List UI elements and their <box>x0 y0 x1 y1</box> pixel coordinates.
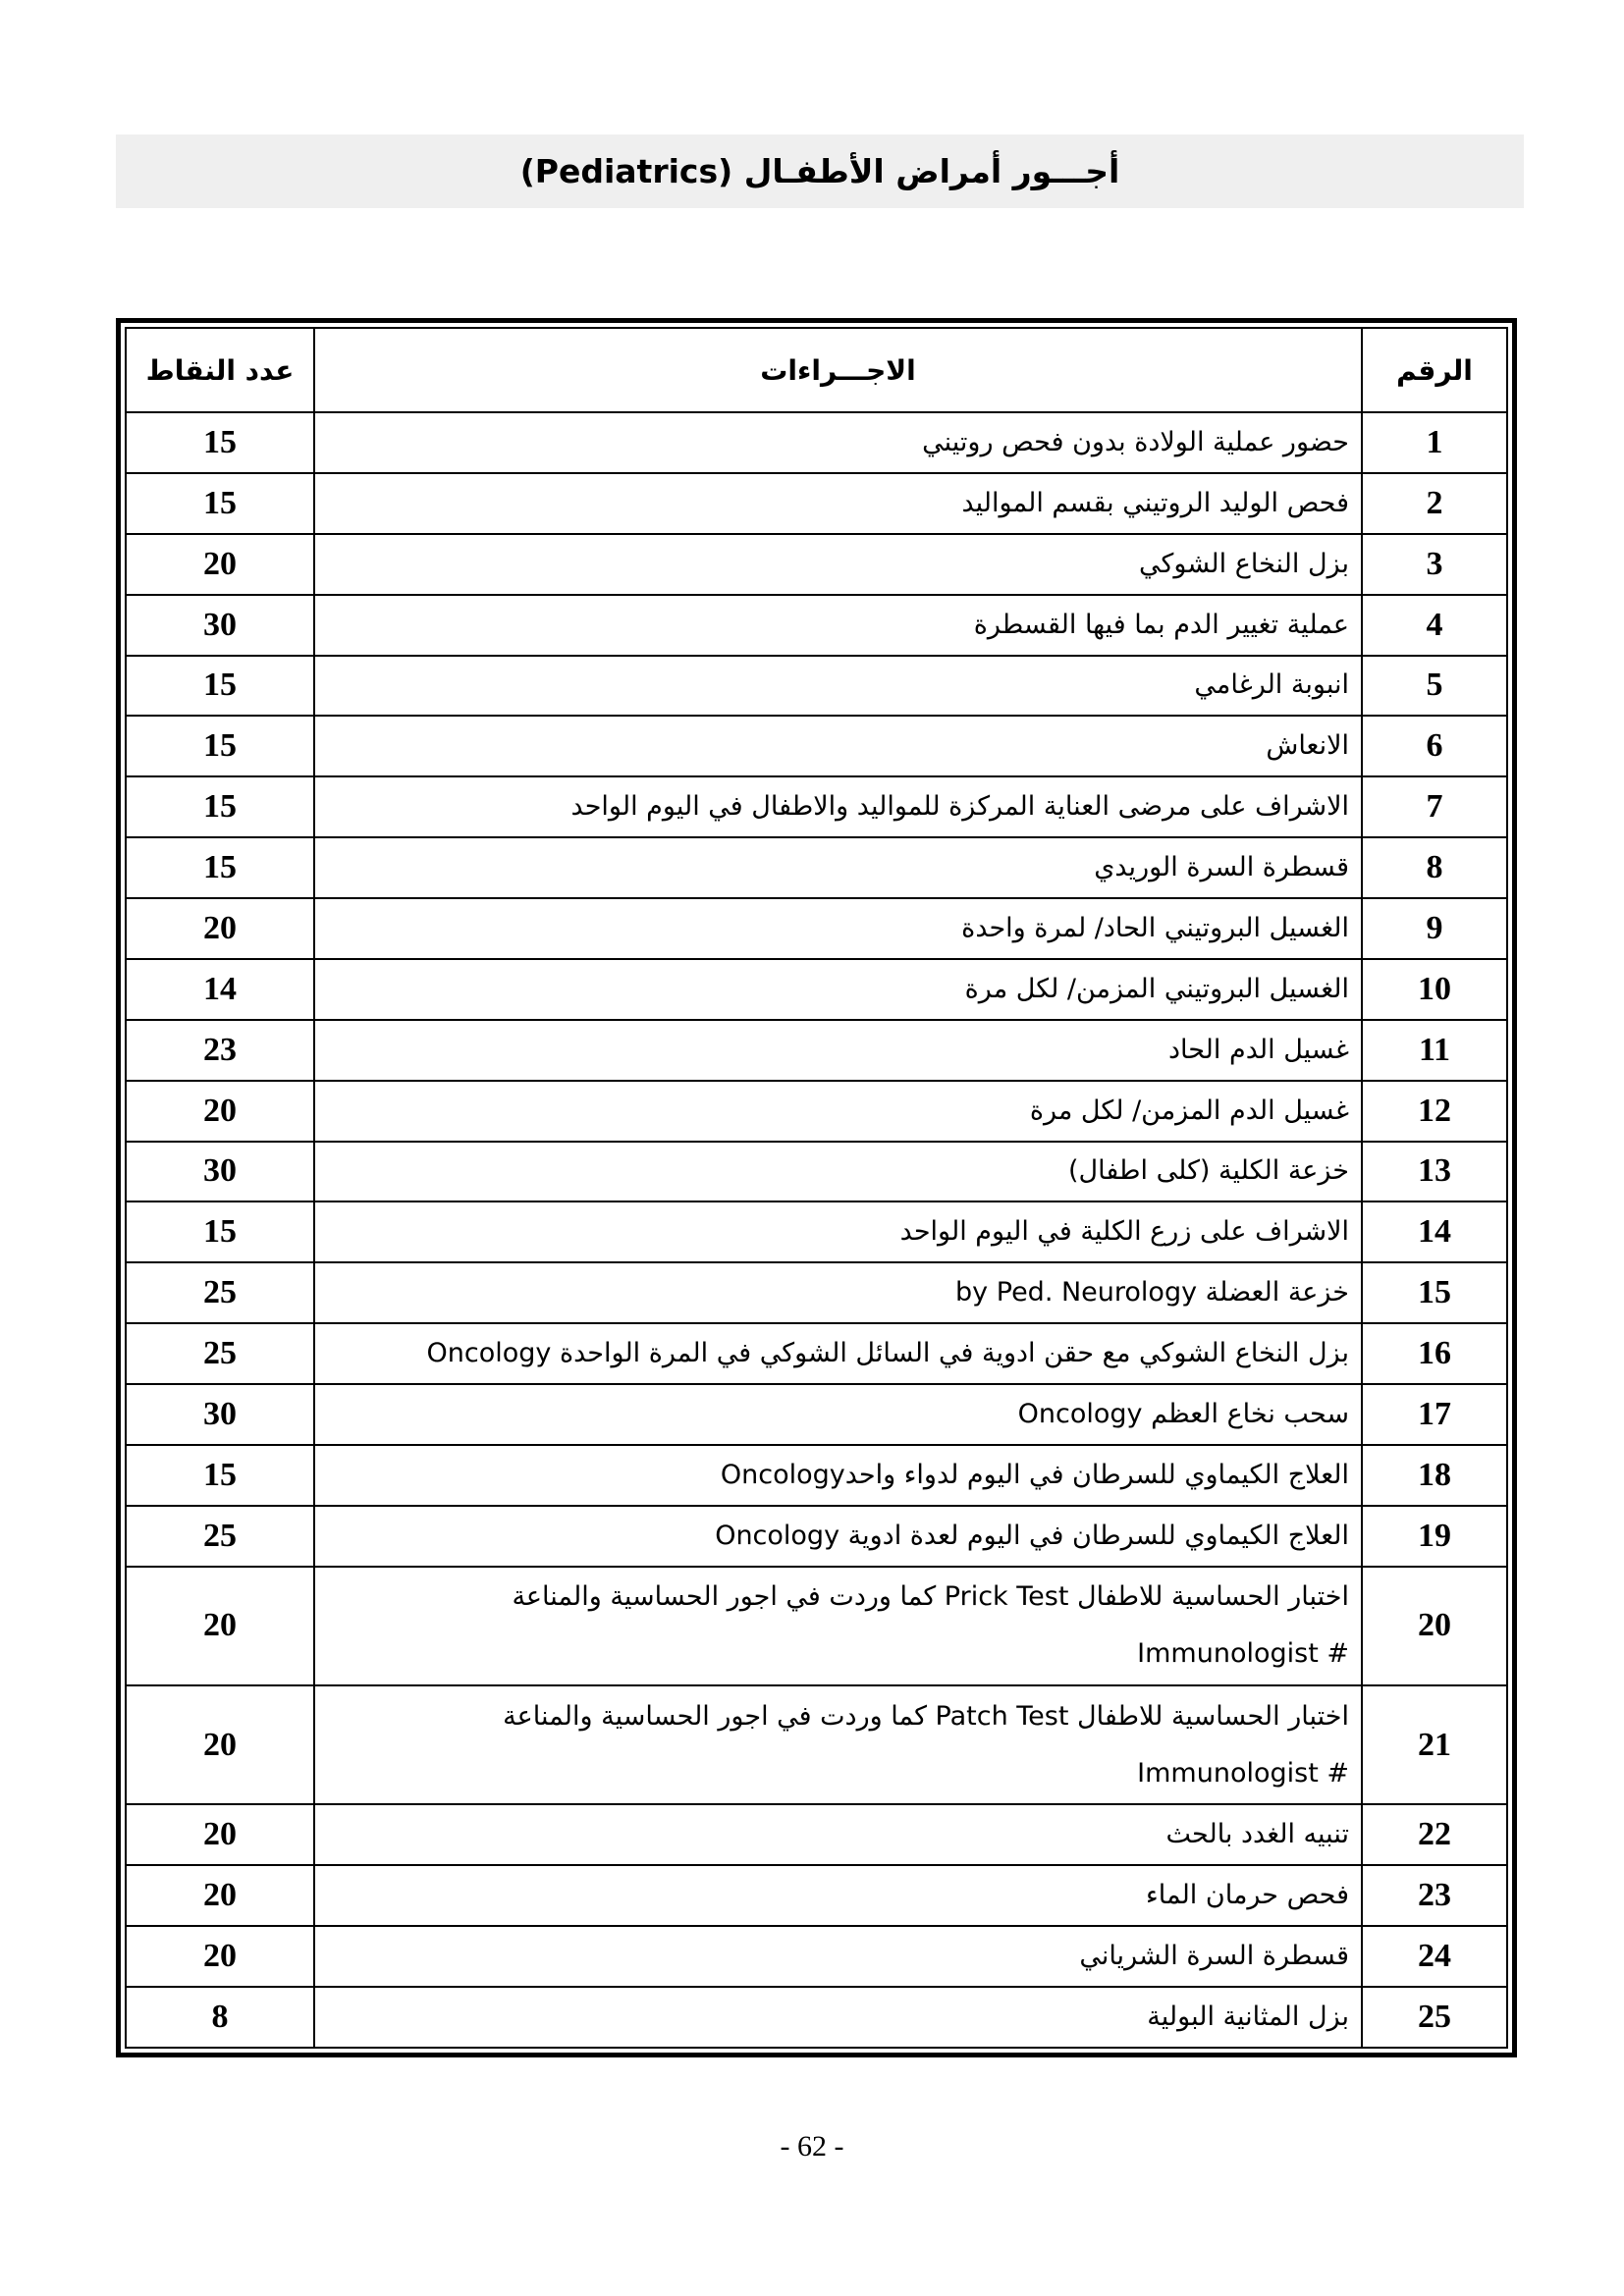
row-number: 1 <box>1362 412 1507 473</box>
row-procedure <box>314 1567 1362 1685</box>
table-header-row <box>126 328 1507 412</box>
procedure-text: انبوبة الرغامي <box>1194 669 1349 701</box>
table-row <box>126 1926 1507 1987</box>
row-number: 4 <box>1362 595 1507 656</box>
procedure-text: العلاج الكيماوي للسرطان في اليوم لعدة ادوية Oncology <box>715 1520 1349 1551</box>
procedure-text: عملية تغيير الدم بما فيها القسطرة <box>973 609 1349 640</box>
row-points: 20 <box>126 1926 314 1987</box>
row-points: 25 <box>126 1323 314 1384</box>
row-number: 8 <box>1362 837 1507 898</box>
table-row <box>126 1081 1507 1142</box>
procedure-text: تنبيه الغدد بالحث <box>1165 1819 1349 1850</box>
row-procedure <box>314 837 1362 898</box>
row-number: 21 <box>1362 1685 1507 1804</box>
procedure-text: بزل النخاع الشوكي <box>1139 548 1349 579</box>
procedure-text: حضور عملية الولادة بدون فحص روتيني <box>922 426 1349 457</box>
page-title: أجـــور أمراض الأطفـال (Pediatrics) <box>519 152 1120 190</box>
table-row <box>126 1506 1507 1567</box>
row-points: 15 <box>126 412 314 473</box>
procedure-text: الاشراف على زرع الكلية في اليوم الواحد <box>899 1216 1349 1248</box>
row-procedure <box>314 412 1362 473</box>
row-points: 30 <box>126 1142 314 1202</box>
procedure-text: خزعة العضلة by Ped. Neurology <box>955 1277 1349 1308</box>
title-band <box>116 134 1524 208</box>
row-number: 19 <box>1362 1506 1507 1567</box>
row-points: 15 <box>126 1445 314 1506</box>
row-points: 20 <box>126 1804 314 1865</box>
table-row <box>126 1567 1507 1685</box>
row-procedure <box>314 1865 1362 1926</box>
row-number: 11 <box>1362 1020 1507 1081</box>
row-procedure <box>314 1445 1362 1506</box>
procedure-text: الانعاش <box>1266 730 1349 762</box>
row-number: 3 <box>1362 534 1507 595</box>
row-procedure <box>314 1926 1362 1987</box>
row-number: 23 <box>1362 1865 1507 1926</box>
procedure-text: الغسيل البروتيني الحاد/ لمرة واحدة <box>961 912 1349 943</box>
row-number: 10 <box>1362 959 1507 1020</box>
row-points: 15 <box>126 776 314 837</box>
procedure-text: العلاج الكيماوي للسرطان في اليوم لدواء واحدOncology <box>720 1459 1349 1490</box>
row-number: 15 <box>1362 1262 1507 1323</box>
row-number: 24 <box>1362 1926 1507 1987</box>
header-number: الرقم <box>1362 328 1507 412</box>
row-number: 9 <box>1362 898 1507 959</box>
row-procedure <box>314 716 1362 776</box>
table-row <box>126 776 1507 837</box>
row-procedure <box>314 1142 1362 1202</box>
header-procedures: الاجـــراءات <box>314 328 1362 412</box>
row-points: 20 <box>126 534 314 595</box>
table-row <box>126 959 1507 1020</box>
table-row <box>126 1384 1507 1445</box>
procedure-text: بزل النخاع الشوكي مع حقن ادوية في السائل الشوكي في المرة الواحدة Oncology <box>426 1338 1349 1369</box>
table-row <box>126 1987 1507 2048</box>
procedure-text-line2: Immunologist # <box>1137 1638 1349 1670</box>
row-number: 17 <box>1362 1384 1507 1445</box>
procedure-text: بزل المثانية البولية <box>1147 2002 1349 2032</box>
row-points: 20 <box>126 1567 314 1685</box>
row-number: 22 <box>1362 1804 1507 1865</box>
row-points: 8 <box>126 1987 314 2048</box>
row-number: 20 <box>1362 1567 1507 1685</box>
row-procedure <box>314 776 1362 837</box>
table-row <box>126 1865 1507 1926</box>
row-number: 25 <box>1362 1987 1507 2048</box>
table-row <box>126 1685 1507 1804</box>
row-procedure <box>314 595 1362 656</box>
table-row <box>126 1262 1507 1323</box>
row-points: 20 <box>126 1685 314 1804</box>
row-number: 12 <box>1362 1081 1507 1142</box>
table-row <box>126 473 1507 534</box>
row-points: 15 <box>126 473 314 534</box>
table-row <box>126 898 1507 959</box>
table-row <box>126 595 1507 656</box>
procedure-text: قسطرة السرة الشرياني <box>1079 1941 1349 1972</box>
row-points: 25 <box>126 1262 314 1323</box>
row-number: 6 <box>1362 716 1507 776</box>
row-points: 15 <box>126 1201 314 1262</box>
row-number: 13 <box>1362 1142 1507 1202</box>
row-points: 15 <box>126 837 314 898</box>
row-procedure <box>314 1323 1362 1384</box>
row-points: 20 <box>126 1081 314 1142</box>
table-row <box>126 716 1507 776</box>
row-points: 20 <box>126 1865 314 1926</box>
row-procedure <box>314 1262 1362 1323</box>
header-points: عدد النقاط <box>126 328 314 412</box>
row-number: 14 <box>1362 1201 1507 1262</box>
row-points: 20 <box>126 898 314 959</box>
table-row <box>126 1323 1507 1384</box>
table-row <box>126 837 1507 898</box>
row-points: 30 <box>126 1384 314 1445</box>
row-points: 23 <box>126 1020 314 1081</box>
row-procedure <box>314 656 1362 717</box>
row-number: 7 <box>1362 776 1507 837</box>
row-procedure <box>314 898 1362 959</box>
table-row <box>126 1020 1507 1081</box>
row-procedure <box>314 1081 1362 1142</box>
row-procedure <box>314 1020 1362 1081</box>
row-points: 14 <box>126 959 314 1020</box>
procedure-text: خزعة الكلية (كلى اطفال) <box>1068 1155 1349 1187</box>
page-number: - 62 - <box>780 2130 844 2163</box>
row-procedure <box>314 1685 1362 1804</box>
procedure-text: الغسيل البروتيني المزمن/ لكل مرة <box>964 973 1349 1004</box>
row-points: 15 <box>126 716 314 776</box>
row-procedure <box>314 959 1362 1020</box>
table-row <box>126 534 1507 595</box>
table-row <box>126 1445 1507 1506</box>
procedure-text: غسيل الدم المزمن/ لكل مرة <box>1029 1095 1349 1126</box>
row-number: 2 <box>1362 473 1507 534</box>
procedure-text: غسيل الدم الحاد <box>1168 1034 1349 1065</box>
row-procedure <box>314 1384 1362 1445</box>
row-points: 25 <box>126 1506 314 1567</box>
procedure-text: فحص الوليد الروتيني بقسم المواليد <box>961 487 1349 518</box>
procedure-text: اختبار الحساسية للاطفال Patch Test كما وردت في اجور الحساسية والمناعة <box>503 1700 1349 1732</box>
row-number: 18 <box>1362 1445 1507 1506</box>
procedure-text: اختبار الحساسية للاطفال Prick Test كما وردت في اجور الحساسية والمناعة <box>512 1581 1349 1613</box>
table-row <box>126 1201 1507 1262</box>
row-procedure <box>314 1987 1362 2048</box>
procedure-text: قسطرة السرة الوريدي <box>1094 852 1349 883</box>
table-row <box>126 412 1507 473</box>
row-points: 15 <box>126 656 314 717</box>
row-points: 30 <box>126 595 314 656</box>
table-row <box>126 656 1507 717</box>
row-procedure <box>314 534 1362 595</box>
row-procedure <box>314 1506 1362 1567</box>
fees-table <box>125 327 1508 2049</box>
table-row <box>126 1804 1507 1865</box>
fees-table-frame <box>116 318 1517 2057</box>
procedure-text: فحص حرمان الماء <box>1146 1880 1349 1911</box>
row-number: 16 <box>1362 1323 1507 1384</box>
procedure-text: سحب نخاع العظم Oncology <box>1017 1398 1349 1429</box>
procedure-text-line2: Immunologist # <box>1137 1757 1349 1789</box>
row-number: 5 <box>1362 656 1507 717</box>
procedure-text: الاشراف على مرضى العناية المركزة للمواليد والاطفال في اليوم الواحد <box>570 791 1349 823</box>
table-row <box>126 1142 1507 1202</box>
row-procedure <box>314 1804 1362 1865</box>
row-procedure <box>314 473 1362 534</box>
row-procedure <box>314 1201 1362 1262</box>
